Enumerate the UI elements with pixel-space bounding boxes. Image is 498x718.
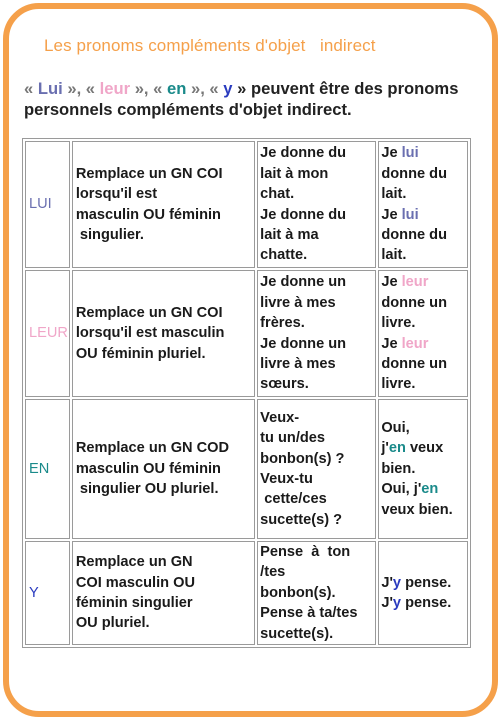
example-line: Je donne du [260, 145, 347, 162]
definition-line: singulier OU pluriel. [75, 481, 219, 498]
intro-quote: », « [62, 79, 100, 98]
answer-text: livre. [381, 376, 416, 393]
answer-pronoun: leur [401, 274, 429, 291]
answer-text: J' [381, 595, 393, 612]
example-cell [257, 541, 376, 645]
pronoun-label: EN [29, 460, 50, 477]
definition-line: Remplace un GN COD [75, 440, 230, 457]
table-row [25, 399, 468, 539]
definition-cell [72, 541, 255, 645]
definition-line: OU pluriel. [75, 615, 150, 632]
definition-line: COI masculin OU [75, 574, 196, 591]
answer-line [381, 313, 465, 333]
answer-line [381, 143, 465, 163]
answer-pronoun: en [421, 481, 439, 498]
answer-line [381, 354, 465, 374]
table-row [25, 141, 468, 268]
example-line: chat. [260, 186, 295, 203]
intro-rest: » peuvent être des pronoms personnels compléments d'objet indirect. [24, 79, 459, 119]
answer-text: veux bien. [381, 501, 453, 518]
answer-pronoun: y [392, 574, 402, 591]
definition-cell [72, 270, 255, 397]
pronoun-cell [25, 141, 70, 268]
answer-text: donne un [381, 294, 447, 311]
answer-text: veux [405, 440, 444, 457]
definition-line: lorsqu'il est masculin [75, 325, 225, 342]
definition-line: Remplace un GN COI [75, 165, 223, 182]
pronoun-cell [25, 399, 70, 539]
answer-line [381, 479, 465, 499]
example-cell [257, 141, 376, 268]
example-line: sucette(s) ? [260, 511, 343, 528]
answer-text: Oui, j' [381, 481, 422, 498]
answer-line [381, 418, 465, 438]
example-line: Veux- [260, 409, 300, 426]
answer-text: pense. [401, 595, 452, 612]
answer-text: pense. [401, 574, 452, 591]
example-line: livre à mes [260, 294, 336, 311]
example-line: Pense à ton [260, 544, 351, 560]
answer-line [381, 334, 465, 354]
intro-lui: Lui [37, 79, 63, 98]
answer-pronoun: leur [401, 335, 429, 352]
pronoun-label: LUI [29, 196, 52, 213]
answer-text: donne du [381, 165, 447, 182]
answer-text: Je [381, 206, 402, 223]
pronoun-label: Y [29, 584, 39, 601]
definition-line: Remplace un GN [75, 554, 193, 571]
answer-cell [378, 141, 468, 268]
example-line: Je donne du [260, 206, 347, 223]
answer-text: donne du [381, 226, 447, 243]
definition-line: Remplace un GN COI [75, 304, 223, 321]
definition-cell [72, 399, 255, 539]
table-row [25, 270, 468, 397]
answer-line [381, 184, 465, 204]
intro-quote: », « [186, 79, 224, 98]
answer-text: Je [381, 145, 402, 162]
intro-quote: « [24, 79, 38, 98]
answer-line [381, 164, 465, 184]
answer-text: donne un [381, 355, 447, 372]
table-row [25, 541, 468, 645]
answer-text: Je [381, 274, 402, 291]
example-line: Je donne un [260, 274, 347, 291]
example-line: /tes [260, 564, 286, 581]
answer-pronoun: lui [401, 145, 419, 162]
definition-cell [72, 141, 255, 268]
pronoun-cell [25, 270, 70, 397]
answer-cell [378, 541, 468, 645]
intro-y: y [223, 79, 233, 98]
answer-line [381, 293, 465, 313]
example-line: sucette(s). [260, 625, 334, 642]
pronoun-label: LEUR [29, 325, 68, 342]
example-line: bonbon(s). [260, 584, 336, 601]
example-line: lait à mon [260, 165, 329, 182]
answer-pronoun: en [388, 440, 406, 457]
answer-line [381, 245, 465, 265]
answer-cell [378, 270, 468, 397]
example-line: chatte. [260, 247, 308, 264]
answer-text: Je [381, 335, 402, 352]
definition-line: singulier. [75, 226, 144, 243]
answer-line [381, 573, 465, 593]
answer-line [381, 272, 465, 292]
page-title: Les pronoms compléments d'objet indirect [44, 36, 376, 55]
answer-line [381, 593, 465, 613]
example-line: sœurs. [260, 376, 309, 393]
answer-text: Oui, [381, 419, 410, 436]
example-line: livre à mes [260, 355, 336, 372]
intro-sentence [24, 78, 474, 120]
intro-leur: leur [99, 79, 131, 98]
answer-pronoun: y [392, 595, 402, 612]
answer-text: j' [381, 440, 389, 457]
answer-text: bien. [381, 460, 416, 477]
answer-text: lait. [381, 247, 407, 264]
pronoun-table [22, 138, 471, 648]
pronoun-cell [25, 541, 70, 645]
example-line: tu un/des [260, 430, 326, 447]
example-line: cette/ces [260, 491, 327, 508]
intro-en: en [166, 79, 187, 98]
example-line: frères. [260, 315, 305, 332]
definition-line: masculin OU féminin [75, 460, 221, 477]
example-cell [257, 270, 376, 397]
example-line: Veux-tu [260, 471, 313, 487]
answer-text: J' [381, 574, 393, 591]
example-line: Je donne un [260, 335, 347, 352]
answer-text: lait. [381, 186, 407, 203]
answer-cell [378, 399, 468, 539]
answer-line [381, 225, 465, 245]
answer-line [381, 205, 465, 225]
example-line: lait à ma [260, 226, 319, 243]
answer-line [381, 500, 465, 520]
answer-line [381, 374, 465, 394]
answer-text: livre. [381, 315, 416, 332]
answer-line [381, 459, 465, 479]
example-cell [257, 399, 376, 539]
definition-line: lorsqu'il est [75, 186, 158, 203]
answer-pronoun: lui [401, 206, 419, 223]
definition-line: OU féminin pluriel. [75, 345, 206, 362]
example-line: Pense à ta/tes [260, 605, 358, 622]
definition-line: féminin singulier [75, 595, 193, 612]
intro-quote: », « [130, 79, 167, 98]
definition-line: masculin OU féminin [75, 206, 221, 223]
example-line: bonbon(s) ? [260, 450, 345, 467]
answer-line [381, 438, 465, 458]
